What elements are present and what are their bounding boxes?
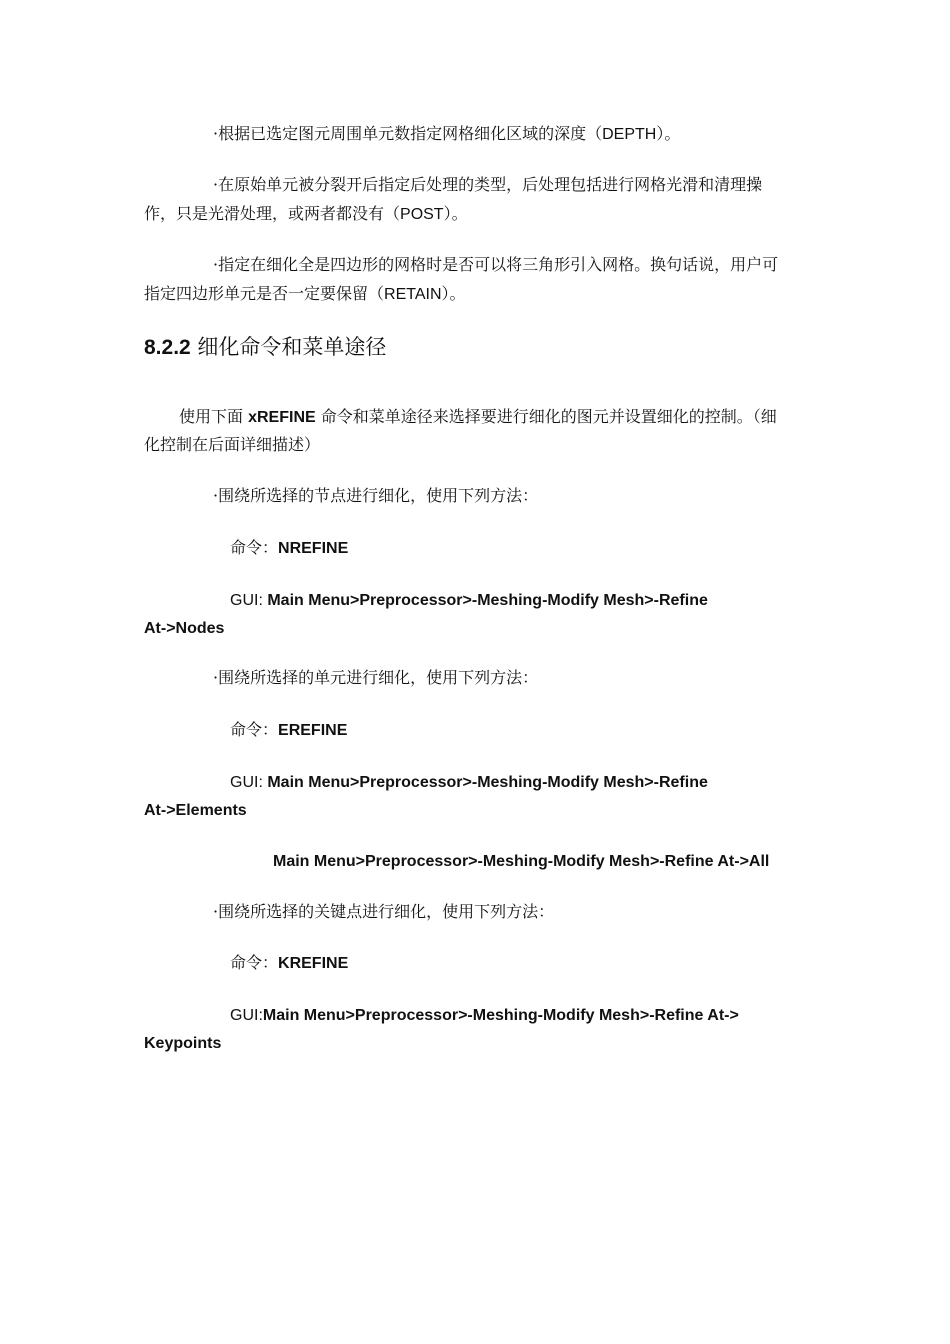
section-number: 8.2.2 bbox=[144, 336, 191, 359]
intro-command: xREFINE bbox=[248, 409, 316, 426]
retain-code: RETAIN bbox=[384, 286, 442, 303]
intro-line-2: 化控制在后面详细描述） bbox=[144, 435, 321, 454]
elements-gui-label: GUI: bbox=[230, 774, 268, 791]
elements-gui-line-2: At->Elements bbox=[144, 802, 247, 819]
elements-gui-path: Main Menu>Preprocessor>-Meshing-Modify Mesh>-Refine bbox=[267, 774, 708, 791]
elements-command-label: 命令： bbox=[230, 720, 279, 739]
retain-bullet-line-2 bbox=[144, 284, 466, 305]
section-heading bbox=[144, 334, 386, 361]
depth-code: DEPTH bbox=[602, 126, 657, 143]
post-code: POST bbox=[400, 206, 444, 223]
nodes-command-line bbox=[230, 538, 348, 559]
elements-bullet: ·围绕所选择的单元进行细化，使用下列方法： bbox=[213, 668, 539, 687]
keypoints-gui-label: GUI: bbox=[230, 1007, 263, 1024]
retain-bullet-line-1: ·指定在细化全是四边形的网格时是否可以将三角形引入网格。换句话说，用户可 bbox=[213, 255, 779, 274]
nodes-gui-line-2: At->Nodes bbox=[144, 620, 225, 637]
nodes-gui-line-1 bbox=[230, 590, 708, 611]
keypoints-command-line bbox=[230, 953, 348, 974]
intro-pre: 使用下面 bbox=[179, 407, 249, 426]
elements-gui-line-1 bbox=[230, 772, 708, 793]
nodes-bullet: ·围绕所选择的节点进行细化，使用下列方法： bbox=[213, 486, 539, 505]
post-bullet-line-2 bbox=[144, 204, 468, 225]
nodes-gui-label: GUI: bbox=[230, 592, 268, 609]
intro-post: 命令和菜单途径来选择要进行细化的图元并设置细化的控制。（细 bbox=[315, 407, 777, 426]
elements-command: EREFINE bbox=[278, 722, 348, 739]
elements-gui-alt-path: Main Menu>Preprocessor>-Meshing-Modify Mesh>-Refine At->All bbox=[273, 853, 770, 870]
elements-command-line bbox=[230, 720, 347, 741]
post-bullet-text: 作，只是光滑处理，或两者都没有（ bbox=[144, 204, 401, 223]
keypoints-gui-line-1 bbox=[230, 1005, 739, 1026]
nodes-command-label: 命令： bbox=[230, 538, 279, 557]
keypoints-command: KREFINE bbox=[278, 955, 349, 972]
intro-line-1 bbox=[179, 407, 777, 428]
retain-bullet-text: 指定四边形单元是否一定要保留（ bbox=[144, 284, 385, 303]
post-bullet-line-1: ·在原始单元被分裂开后指定后处理的类型，后处理包括进行网格光滑和清理操 bbox=[213, 175, 763, 194]
nodes-command: NREFINE bbox=[278, 540, 349, 557]
retain-tail: ）。 bbox=[441, 284, 466, 303]
keypoints-gui-path: Main Menu>Preprocessor>-Meshing-Modify Mesh>-Refine At-> bbox=[262, 1007, 739, 1024]
post-tail: ）。 bbox=[443, 204, 468, 223]
keypoints-gui-line-2: Keypoints bbox=[144, 1035, 222, 1052]
keypoints-command-label: 命令： bbox=[230, 953, 279, 972]
depth-bullet-text: ·根据已选定图元周围单元数指定网格细化区域的深度（ bbox=[213, 124, 603, 143]
keypoints-bullet: ·围绕所选择的关键点进行细化，使用下列方法： bbox=[213, 902, 555, 921]
section-title: 细化命令和菜单途径 bbox=[197, 335, 387, 359]
depth-tail: ）。 bbox=[656, 124, 681, 143]
nodes-gui-path: Main Menu>Preprocessor>-Meshing-Modify Mesh>-Refine bbox=[267, 592, 708, 609]
depth-bullet-line bbox=[213, 124, 680, 145]
